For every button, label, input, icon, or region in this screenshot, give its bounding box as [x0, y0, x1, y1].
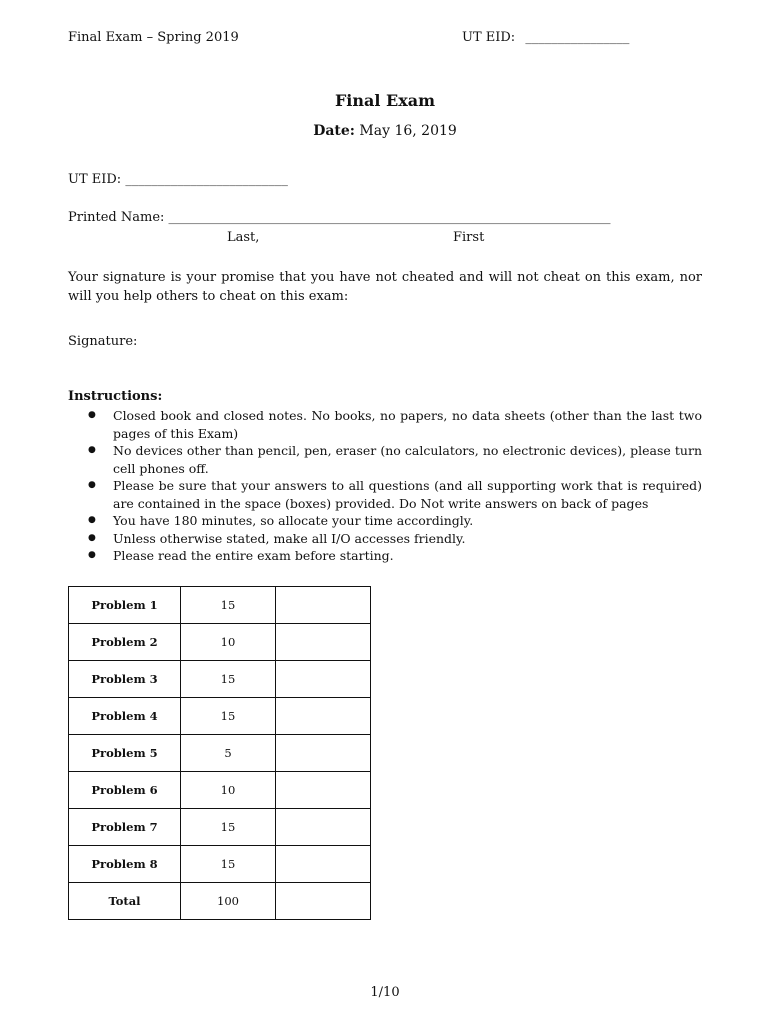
problem-score-cell[interactable] [276, 661, 371, 698]
date-label: Date: [313, 123, 355, 139]
header-ut-eid-blank: ________________ [525, 30, 630, 45]
page-number: 1/10 [370, 985, 400, 1000]
problem-name-cell: Problem 4 [69, 698, 181, 735]
problem-name-cell: Problem 3 [69, 661, 181, 698]
problem-score-cell[interactable] [276, 698, 371, 735]
instruction-item: ● Closed book and closed notes. No books, no papers, no data sheets (other than the last two pages of this Exam) [68, 407, 702, 442]
problem-name-cell: Problem 5 [69, 735, 181, 772]
problem-points-cell: 15 [181, 698, 276, 735]
table-row [69, 809, 371, 846]
signature-label: Signature: [68, 334, 138, 349]
table-row [69, 772, 371, 809]
problem-name-cell: Problem 1 [69, 587, 181, 624]
instruction-item: ● Please read the entire exam before starting. [68, 547, 702, 565]
name-first-caption: First [453, 230, 485, 245]
honor-promise-text: Your signature is your promise that you have not cheated and will not cheat on this exam, nor will you help others to cheat on this exam: [68, 270, 702, 304]
instructions-title: Instructions: [68, 389, 163, 404]
total-points-cell: 100 [181, 883, 276, 920]
problem-score-cell[interactable] [276, 846, 371, 883]
instruction-item: ● No devices other than pencil, pen, eraser (no calculators, no electronic devices), please turn cell phones off. [68, 442, 702, 477]
problem-name-cell: Problem 8 [69, 846, 181, 883]
problem-score-cell[interactable] [276, 772, 371, 809]
instruction-item: ● Unless otherwise stated, make all I/O accesses friendly. [68, 530, 702, 548]
problem-score-cell[interactable] [276, 809, 371, 846]
table-row [69, 846, 371, 883]
problem-name-cell: Problem 6 [69, 772, 181, 809]
problem-score-cell[interactable] [276, 735, 371, 772]
header-left-text: Final Exam – Spring 2019 [68, 30, 239, 45]
problem-points-cell: 5 [181, 735, 276, 772]
problem-name-cell: Problem 2 [69, 624, 181, 661]
score-table [68, 586, 371, 920]
problem-points-cell: 15 [181, 846, 276, 883]
page-title: Final Exam [334, 91, 436, 110]
problem-name-cell: Problem 7 [69, 809, 181, 846]
header-ut-eid-label: UT EID: [462, 30, 516, 45]
header-ut-eid [462, 30, 629, 45]
table-row [69, 587, 371, 624]
problem-points-cell: 15 [181, 661, 276, 698]
total-label-cell: Total [69, 883, 181, 920]
problem-points-cell: 10 [181, 772, 276, 809]
name-last-caption: Last, [227, 230, 260, 245]
table-row [69, 661, 371, 698]
table-row [69, 698, 371, 735]
problem-score-cell[interactable] [276, 624, 371, 661]
total-score-cell[interactable] [276, 883, 371, 920]
problem-points-cell: 10 [181, 624, 276, 661]
instructions-list [68, 407, 702, 565]
instruction-item: ● Please be sure that your answers to all questions (and all supporting work that is required) are contained in the space (boxes) provided. Do Not write answers on back of pages [68, 477, 702, 512]
table-row [69, 624, 371, 661]
date-value: May 16, 2019 [359, 123, 457, 139]
ut-eid-line: UT EID: _________________________ [68, 172, 288, 187]
table-row-total [69, 883, 371, 920]
problem-score-cell[interactable] [276, 587, 371, 624]
printed-name-line: Printed Name: ____________________________________________________________________ [68, 210, 611, 225]
problem-points-cell: 15 [181, 587, 276, 624]
instruction-item: ● You have 180 minutes, so allocate your time accordingly. [68, 512, 702, 530]
table-row [69, 735, 371, 772]
problem-points-cell: 15 [181, 809, 276, 846]
exam-date [0, 123, 770, 139]
